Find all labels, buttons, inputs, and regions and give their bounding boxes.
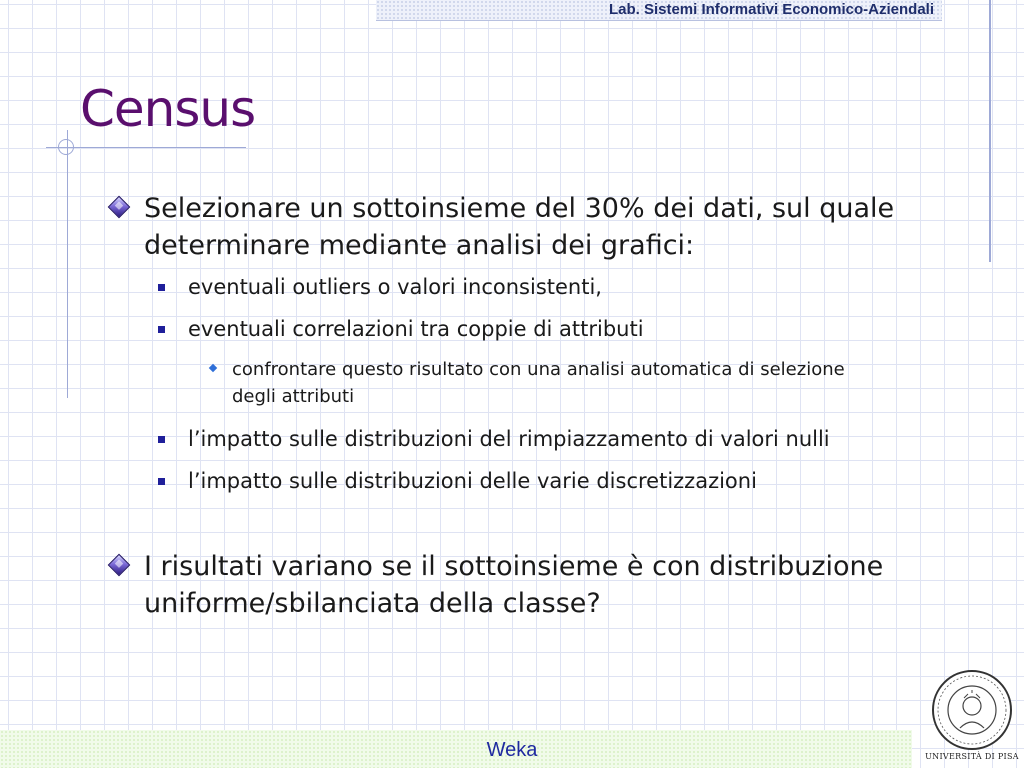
- diamond-bullet-icon: [108, 196, 131, 219]
- sub-sub-bullet-item: [108, 356, 988, 410]
- sub-bullet-text: l’impatto sulle distribuzioni delle varie discretizzazioni: [188, 469, 757, 493]
- university-logo: [922, 668, 1022, 768]
- square-bullet-icon: [158, 436, 165, 443]
- sub-bullet-item: [108, 314, 988, 344]
- sub-bullet-item: [108, 424, 988, 454]
- lab-name: Lab. Sistemi Informativi Economico-Aziendali: [608, 1, 934, 18]
- sub-sub-bullet-text: confrontare questo risultato con una analisi automatica di selezione degli attributi: [232, 359, 845, 407]
- decorative-horizontal-line: [46, 147, 246, 148]
- sub-bullet-item: [108, 466, 988, 496]
- sub-bullet-item: [108, 272, 988, 302]
- square-bullet-icon: [158, 478, 165, 485]
- small-diamond-bullet-icon: [209, 364, 217, 372]
- decorative-vertical-line-left: [67, 130, 68, 398]
- slide-content: [108, 190, 988, 628]
- square-bullet-icon: [158, 326, 165, 333]
- slide-title: Census: [80, 80, 256, 138]
- sub-bullet-text: eventuali outliers o valori inconsistenti,: [188, 275, 602, 299]
- sub-bullet-text: eventuali correlazioni tra coppie di attributi: [188, 317, 644, 341]
- logo-caption: UNIVERSITÀ DI PISA: [925, 752, 1019, 761]
- diamond-bullet-icon: [108, 554, 131, 577]
- square-bullet-icon: [158, 284, 165, 291]
- decorative-vertical-line-right: [989, 0, 991, 262]
- bullet-item: [108, 190, 988, 264]
- crosshair-icon: [58, 139, 74, 155]
- bullet-text: I risultati variano se il sottoinsieme è con distribuzione uniforme/sbilanciata della classe?: [144, 551, 884, 619]
- bullet-text: Selezionare un sottoinsieme del 30% dei dati, sul quale determinare mediante analisi dei grafici:: [144, 193, 895, 261]
- university-seal-icon: [930, 668, 1014, 752]
- sub-bullet-text: l’impatto sulle distribuzioni del rimpiazzamento di valori nulli: [188, 427, 830, 451]
- footer-text: Weka: [486, 739, 538, 761]
- bullet-item: [108, 548, 988, 622]
